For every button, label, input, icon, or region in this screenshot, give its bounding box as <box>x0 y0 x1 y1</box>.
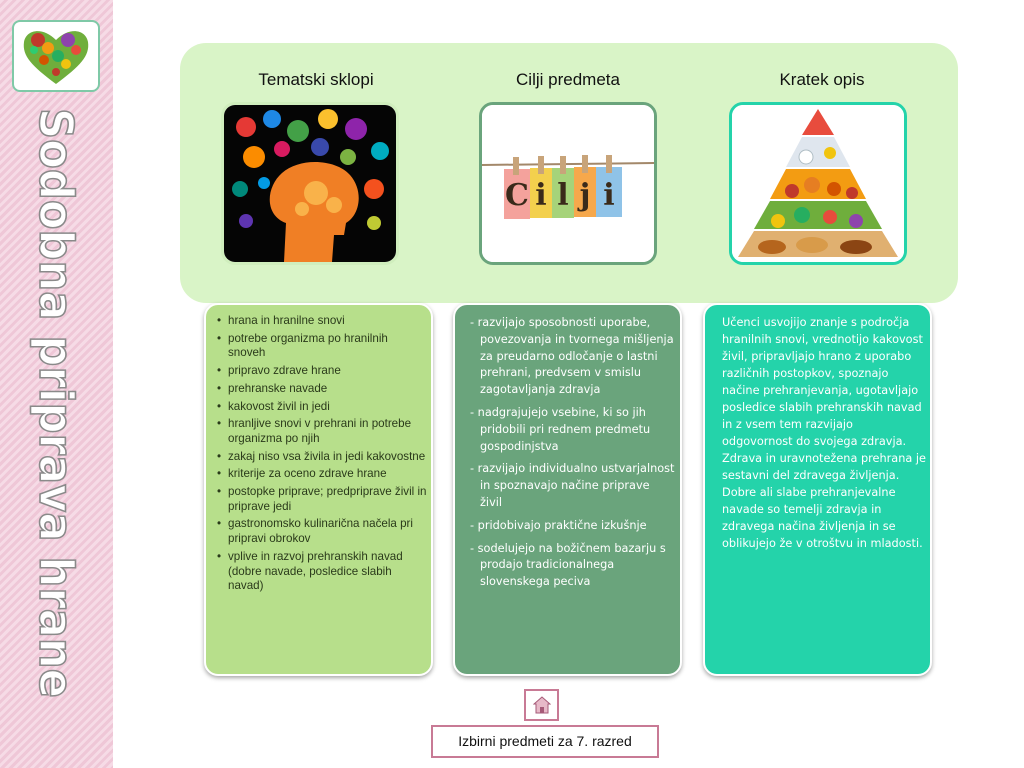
goals-image-letter-j: j <box>579 178 591 213</box>
goals-image-letter-l: l <box>557 178 569 213</box>
goals-image-letter-i1: i <box>535 178 547 213</box>
description-paragraph: Učenci usvojijo znanje s področja hranilnih snovi, vrednotijo kakovost živil, pripravljajo hrano z uporabo različnih postopkov, spoznajo načine prehranjevanja, ugotavljajo posledice slabih prehranskih navad in z vsem tem razvijajo odgovornost do svojega zdravja. <box>722 316 923 448</box>
sidebar <box>0 0 113 768</box>
head-gears-icon <box>224 105 396 262</box>
home-button[interactable] <box>524 689 559 721</box>
clothesline-icon <box>482 105 654 262</box>
topic-item: • kakovost živil in jedi <box>216 400 428 415</box>
topics-list <box>216 314 428 597</box>
sidebar-title <box>10 108 104 708</box>
goal-item: - razvijajo individualno ustvarjalnost in spoznavajo načine priprave živil <box>470 462 675 509</box>
grade-label-box[interactable]: Izbirni predmeti za 7. razred <box>431 725 659 758</box>
topic-item: • vplive in razvoj prehranskih navad (dobre navade, posledice slabih navad) <box>216 550 428 594</box>
description-text <box>722 314 927 552</box>
heart-vegetables-icon <box>14 22 98 90</box>
topic-item: • hrana in hranilne snovi <box>216 314 428 329</box>
goals-image-letter-i2: i <box>603 178 615 213</box>
sidebar-title-text: Sodobna priprava hrane <box>29 108 83 708</box>
topic-item: • hranljive snovi v prehrani in potrebe organizma po njih <box>216 417 428 446</box>
topic-item: • potrebe organizma po hranilnih snoveh <box>216 332 428 361</box>
goals-image <box>479 102 657 265</box>
goal-item: - sodelujejo na božičnem bazarju s prodajo tradicionalnega slovenskega peciva <box>470 541 666 589</box>
description-paragraph: Zdrava in uravnotežena prehrana je sestavni del zdravega življenja. Dobre ali slabe prehranjevalne navade so temelji zdravja in zdravega načina življenja in se oblikujejo že v otroštvu in mladosti. <box>722 452 926 550</box>
logo <box>12 20 100 92</box>
column-heading-goals: Cilji predmeta <box>516 70 620 89</box>
description-card <box>703 303 932 676</box>
topic-item: • gastronomsko kulinarična načela pri pripravi obrokov <box>216 517 428 546</box>
topics-card <box>204 303 433 676</box>
column-heading-description: Kratek opis <box>779 70 865 89</box>
goals-list <box>470 315 675 597</box>
goals-image-letter-c: C <box>505 178 529 213</box>
topics-image <box>221 102 399 265</box>
goal-item: - pridobivajo praktične izkušnje <box>470 518 647 532</box>
goal-item: - nadgrajujejo vsebine, ki so jih pridobili pri rednem predmetu gospodinjstva <box>470 405 651 453</box>
topic-item: • zakaj niso vsa živila in jedi kakovostne <box>216 450 428 465</box>
topic-item: • prehranske navade <box>216 382 428 397</box>
topic-item: • kriterije za oceno zdrave hrane <box>216 467 428 482</box>
topic-item: • pripravo zdrave hrane <box>216 364 428 379</box>
column-heading-topics: Tematski sklopi <box>258 70 374 89</box>
description-image <box>729 102 907 265</box>
home-icon <box>533 696 551 714</box>
goals-card <box>453 303 682 676</box>
food-pyramid-icon <box>732 105 904 262</box>
topic-item: • postopke priprave; predpriprave živil in priprave jedi <box>216 485 428 514</box>
goal-item: - razvijajo sposobnosti uporabe, povezovanja in tvornega mišljenja za preudarno odločanje o lastni prehrani, predvsem v smislu zagotavljanja zdravja <box>470 316 674 397</box>
